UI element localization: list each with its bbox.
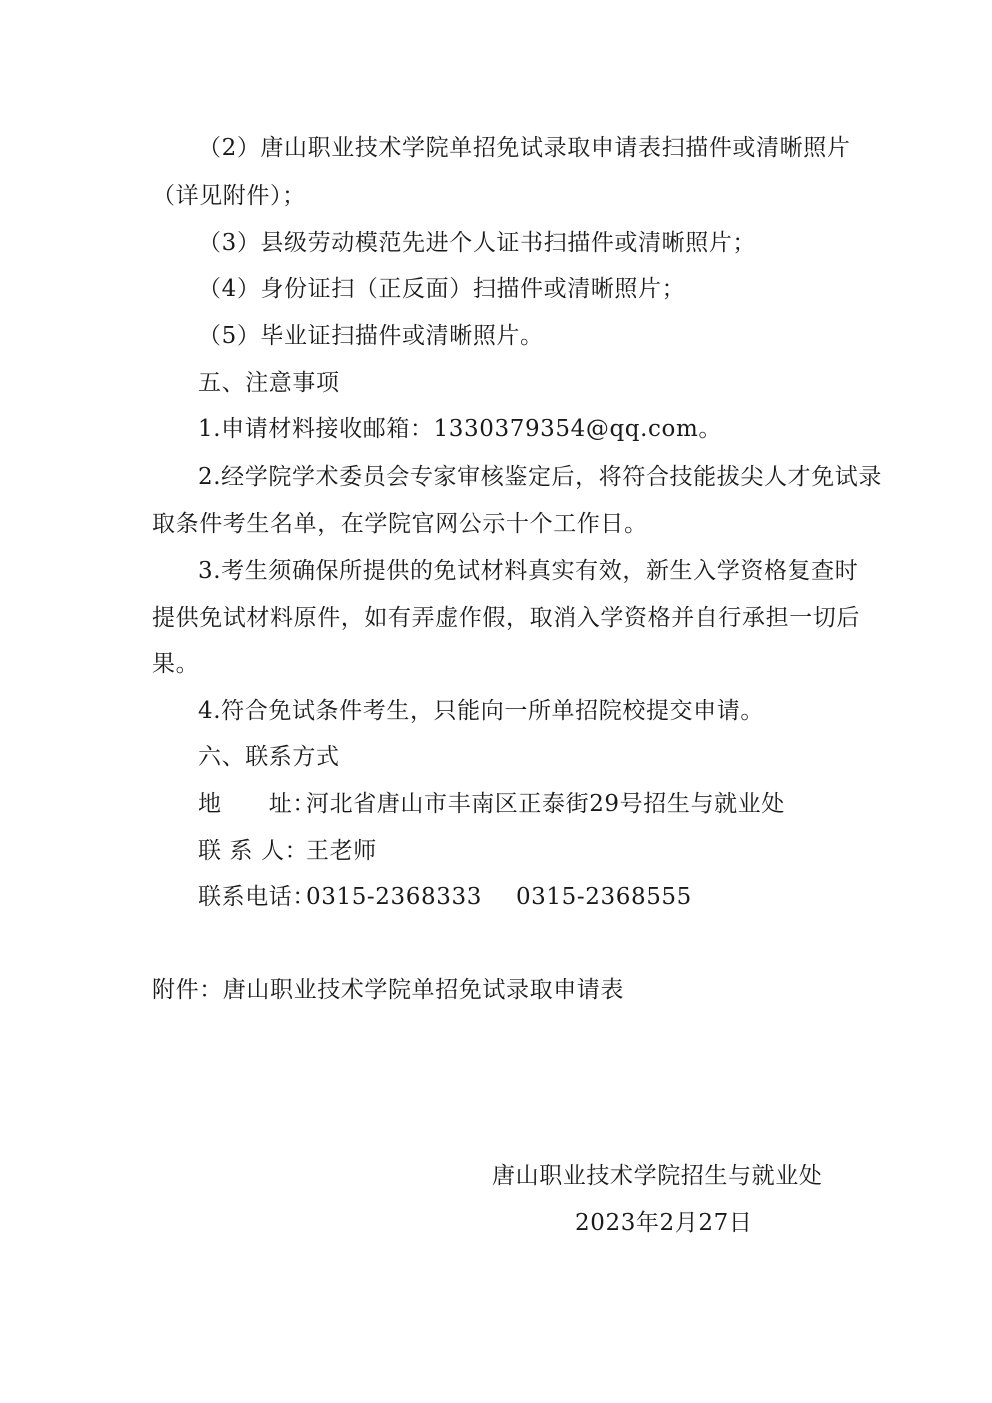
section6-heading: 六、联系方式 <box>198 744 340 770</box>
notice-item-2: 2.经学院学术委员会专家审核鉴定后，将符合技能拔尖人才免试录 <box>198 464 882 490</box>
section5-heading: 五、注意事项 <box>198 370 340 396</box>
material-item-2-cont: （详见附件）； <box>152 183 306 209</box>
notice-item-1: 1.申请材料接收邮箱：1330379354@qq.com。 <box>198 416 722 442</box>
notice-item-2-cont: 取条件考生名单，在学院官网公示十个工作日。 <box>152 511 648 537</box>
notice-item-3: 3.考生须确保所提供的免试材料真实有效，新生入学资格复查时 <box>198 558 859 584</box>
material-item-4: （4）身份证扫（正反面）扫描件或清晰照片； <box>198 276 686 302</box>
signature-org: 唐山职业技术学院招生与就业处 <box>492 1163 823 1189</box>
phone-number-2: 0315-2368555 <box>515 884 692 910</box>
notice-item-3-cont: 提供免试材料原件，如有弄虚作假，取消入学资格并自行承担一切后 <box>152 605 860 631</box>
notice-item-4: 4.符合免试条件考生，只能向一所单招院校提交申请。 <box>198 698 764 724</box>
phone-label: 联系电话： <box>198 884 316 910</box>
material-item-3: （3）县级劳动模范先进个人证书扫描件或清晰照片； <box>198 230 757 256</box>
contact-value: 王老师 <box>306 838 377 864</box>
material-item-2: （2）唐山职业技术学院单招免试录取申请表扫描件或清晰照片 <box>198 135 851 161</box>
signature-date: 2023年2月27日 <box>575 1210 753 1236</box>
contact-row <box>198 836 377 866</box>
phone-row <box>198 882 692 912</box>
material-item-5: （5）毕业证扫描件或清晰照片。 <box>198 323 544 349</box>
address-value: 河北省唐山市丰南区正泰街29号招生与就业处 <box>306 791 785 817</box>
notice-item-3-end: 果。 <box>152 651 200 677</box>
phone-number-1: 0315-2368333 <box>306 884 482 910</box>
address-row <box>198 789 785 819</box>
attachment-note: 附件：唐山职业技术学院单招免试录取申请表 <box>152 977 624 1003</box>
address-label: 地 址： <box>198 791 316 817</box>
contact-label: 联 系 人： <box>198 838 309 864</box>
